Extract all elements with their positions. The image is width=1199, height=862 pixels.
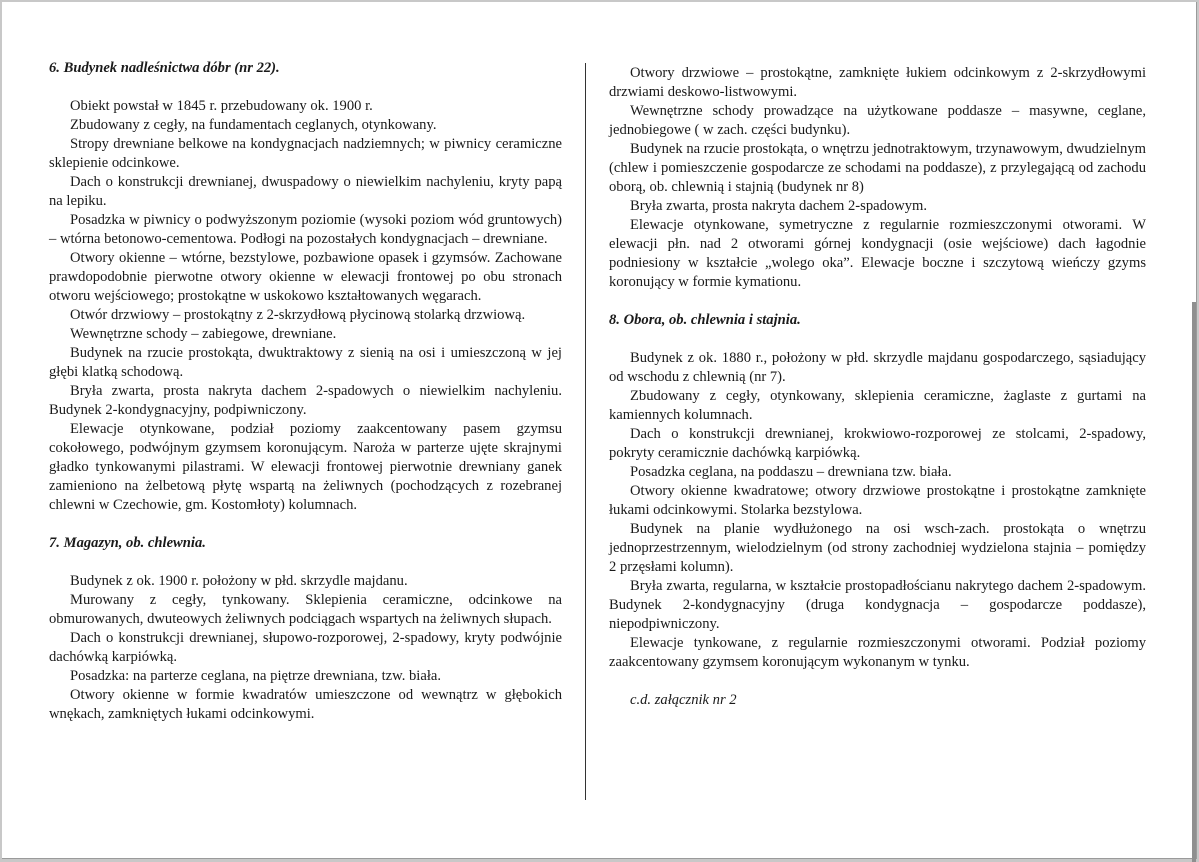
s8-paragraph: Elewacje tynkowane, z regularnie rozmieszczonymi otworami. Podział poziomy zaakcentowany gzymsem koronującym wykonanym w tynku.	[609, 635, 1146, 670]
s6-paragraph: Zbudowany z cegły, na fundamentach ceglanych, otynkowany.	[70, 117, 437, 133]
s7-continued-paragraph: Elewacje otynkowane, symetryczne z regularnie rozmieszczonymi otworami. W elewacji płn. nad 2 otworami górnej kondygnacji (osie wejściowe) dach łagodnie podniesiony w kształcie „wolego oka”. Elewacje boczne i szczytową wieńczy gzyms koronujący w formie kymationu.	[609, 217, 1146, 290]
document-page	[2, 2, 1197, 859]
left-column	[49, 59, 562, 724]
s6-paragraph: Otwory okienne – wtórne, bezstylowe, pozbawione opasek i gzymsów. Zachowane prawdopodobnie pierwotne otwory okienne w elewacji frontowej po obu stronach otworu wejściowego; prostokątne w uskokowo kształtowanych węgarach.	[49, 250, 562, 304]
s8-paragraph: Bryła zwarta, regularna, w kształcie prostopadłościanu nakrytego dachem 2-spadowym. Budynek 2-kondygnacyjny (druga kondygnacja – gospodarcze poddasze), niepodpiwniczony.	[609, 578, 1146, 632]
s7-continued-paragraph: Bryła zwarta, prosta nakryta dachem 2-spadowym.	[630, 198, 928, 214]
continuation-note: c.d. załącznik nr 2	[630, 692, 737, 708]
s7-paragraph: Murowany z cegły, tynkowany. Sklepienia ceramiczne, odcinkowe na obmurowanych, dwuteowych żeliwnych podciągach wspartych na żeliwnych słupach.	[49, 592, 562, 627]
s8-paragraph: Budynek na planie wydłużonego na osi wsch-zach. prostokąta o wnętrzu jednoprzestrzennym, wielodzielnym (od strony zachodniej wydzielona stajnia – pomiędzy 2 przęsłami kolumn).	[609, 521, 1146, 575]
s6-paragraph: Dach o konstrukcji drewnianej, dwuspadowy o niewielkim nachyleniu, kryty papą na lepiku.	[49, 174, 562, 209]
s7-continued-paragraph: Budynek na rzucie prostokąta, o wnętrzu jednotraktowym, trzynawowym, dwudzielnym (chlew i pomieszczenie gospodarcze ze schodami na poddasze), z przylegającą od zachodu oborą, ob. chlewnią i stajnią (budynek nr 8)	[609, 141, 1146, 195]
s8-paragraph: Otwory okienne kwadratowe; otwory drzwiowe prostokątne i prostokątne zamknięte łukami odcinkowymi. Stolarka bezstylowa.	[609, 483, 1146, 518]
s8-paragraph: Budynek z ok. 1880 r., położony w płd. skrzydle majdanu gospodarczego, sąsiadujący od wschodu z chlewnią (nr 7).	[609, 350, 1146, 385]
s6-paragraph: Stropy drewniane belkowe na kondygnacjach nadziemnych; w piwnicy ceramiczne sklepienie odcinkowe.	[49, 136, 562, 171]
s6-paragraph: Obiekt powstał w 1845 r. przebudowany ok. 1900 r.	[70, 98, 373, 114]
s6-paragraph: Budynek na rzucie prostokąta, dwuktraktowy z sienią na osi i umieszczoną w jej głębi klatką schodową.	[49, 345, 562, 380]
section-7-heading: 7. Magazyn, ob. chlewnia.	[49, 535, 206, 551]
s7-paragraph: Dach o konstrukcji drewnianej, słupowo-rozporowej, 2-spadowy, kryty podwójnie dachówką karpiówką.	[49, 630, 562, 665]
right-column	[609, 64, 1146, 710]
section-8-heading: 8. Obora, ob. chlewnia i stajnia.	[609, 312, 801, 328]
column-divider	[585, 63, 586, 800]
s6-paragraph: Bryła zwarta, prosta nakryta dachem 2-spadowych o niewielkim nachyleniu. Budynek 2-kondygnacyjny, podpiwniczony.	[49, 383, 562, 418]
section-6-heading: 6. Budynek nadleśnictwa dóbr (nr 22).	[49, 60, 280, 76]
scan-edge-shadow	[1192, 302, 1196, 862]
s6-paragraph: Posadzka w piwnicy o podwyższonym poziomie (wysoki poziom wód gruntowych) – wtórna betonowo-cementowa. Podłogi na pozostałych kondygnacjach – drewniane.	[49, 212, 562, 247]
s6-paragraph: Wewnętrzne schody – zabiegowe, drewniane.	[70, 326, 337, 342]
s7-continued-paragraph: Wewnętrzne schody prowadzące na użytkowane poddasze – masywne, ceglane, jednobiegowe ( w zach. części budynku).	[609, 103, 1146, 138]
s7-paragraph: Posadzka: na parterze ceglana, na piętrze drewniana, tzw. biała.	[70, 668, 442, 684]
s6-paragraph: Elewacje otynkowane, podział poziomy zaakcentowany pasem gzymsu cokołowego, podwójnym gzymsem koronującym. Naroża w parterze ujęte skrajnymi gładko tynkowanymi pilastrami. W elewacji frontowej pierwotnie drewniany ganek zamieniono na żelbetową płytę wspartą na żeliwnych (pochodzących z rozebranej chlewni w Czechowie, gm. Kostomłoty) kolumnach.	[49, 421, 562, 513]
s8-paragraph: Zbudowany z cegły, otynkowany, sklepienia ceramiczne, żaglaste z gurtami na kamiennych kolumnach.	[609, 388, 1146, 423]
s6-paragraph: Otwór drzwiowy – prostokątny z 2-skrzydłową płycinową stolarką drzwiową.	[70, 307, 526, 323]
s8-paragraph: Dach o konstrukcji drewnianej, krokwiowo-rozporowej ze stolcami, 2-spadowy, pokryty ceramicznie dachówką karpiówką.	[609, 426, 1146, 461]
s7-paragraph: Budynek z ok. 1900 r. położony w płd. skrzydle majdanu.	[70, 573, 408, 589]
s7-continued-paragraph: Otwory drzwiowe – prostokątne, zamknięte łukiem odcinkowym z 2-skrzydłowymi drzwiami deskowo-listwowymi.	[609, 65, 1146, 100]
s8-paragraph: Posadzka ceglana, na poddaszu – drewniana tzw. biała.	[630, 464, 952, 480]
s7-paragraph: Otwory okienne w formie kwadratów umieszczone od wewnątrz w głębokich wnękach, zamkniętych łukami odcinkowymi.	[49, 687, 562, 722]
